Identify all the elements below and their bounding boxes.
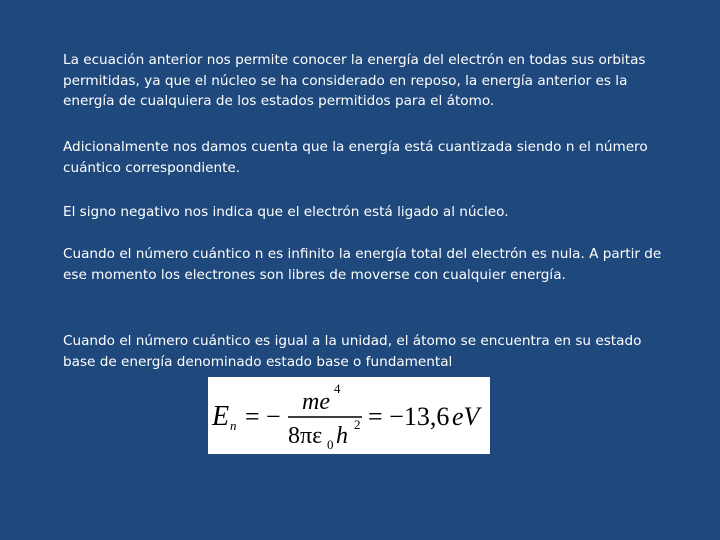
- formula-unit: eV: [452, 402, 480, 431]
- energy-formula: [208, 377, 490, 454]
- paragraph-energy-orbits: La ecuación anterior nos permite conocer la energía del electrón en todas sus orbitas permitidas, ya que el núcleo se ha considerado en reposo, la energía anterior es la energía de cualquiera de los estados permitidos para el átomo.: [63, 52, 646, 109]
- formula-denominator-prefix: 8πε: [288, 423, 323, 449]
- formula-numerator-exponent: 4: [334, 381, 341, 396]
- paragraph-negative-sign: El signo negativo nos indica que el electrón está ligado al núcleo.: [63, 204, 509, 220]
- formula-minus: −: [266, 402, 281, 431]
- formula-result: = −13,6: [368, 402, 450, 431]
- paragraph-infinite-n: Cuando el número cuántico n es infinito la energía total del electrón es nula. A partir de ese momento los electrones son libres de moverse con cualquier energía.: [63, 246, 662, 283]
- paragraph-quantized-energy: Adicionalmente nos damos cuenta que la energía está cuantizada siendo n el número cuántico correspondiente.: [63, 139, 648, 176]
- formula-numerator: me: [302, 389, 330, 415]
- formula-denominator-subscript: 0: [327, 437, 334, 452]
- formula-denominator-h: h: [336, 423, 348, 449]
- formula-lhs-subscript: n: [230, 418, 237, 433]
- formula-denominator-exponent: 2: [354, 417, 361, 432]
- formula-equals: =: [245, 402, 260, 431]
- formula-lhs: E: [212, 401, 230, 432]
- paragraph-ground-state: Cuando el número cuántico es igual a la unidad, el átomo se encuentra en su estado base de energía denominado estado base o fundamental: [63, 333, 642, 370]
- energy-formula-svg: [208, 377, 490, 454]
